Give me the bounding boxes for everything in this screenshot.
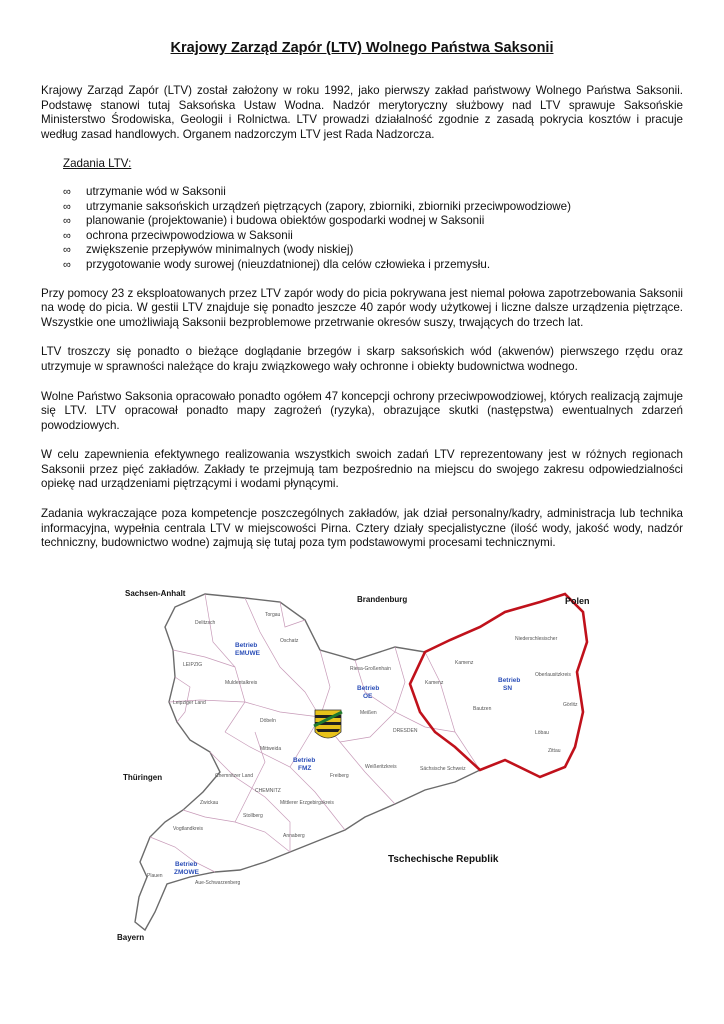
betrieb-label: Betrieb	[293, 757, 316, 764]
district-label: Plauen	[147, 873, 163, 879]
betrieb-label: SN	[503, 685, 513, 692]
district-label: Weißeritzkreis	[365, 764, 397, 770]
district-label: Löbau	[535, 730, 549, 736]
list-item: ∞ zwiększenie przepływów minimalnych (wody niskiej)	[63, 243, 354, 257]
headquarters-paragraph: Zadania wykraczające poza kompetencje poszczególnych zakładów, jak dział personalny/kadry, administracja lub technika informacyjna, wypełnia centrala LTV w miejscowości Pirna. Cztery działy specjalistyczne (ilość wody, jakość wody, nadzór techniczny, budownictwo wodne) zajmują się tutaj poza tym podstawowymi procesami technicznymi.	[41, 507, 683, 550]
betrieb-label: Betrieb	[357, 685, 380, 692]
label-brandenburg: Brandenburg	[357, 595, 408, 604]
betrieb-label: ZMOWE	[174, 869, 199, 876]
district-label: Delitzsch	[195, 620, 216, 626]
label-thueringen: Thüringen	[123, 773, 163, 782]
list-item: ∞ utrzymanie wód w Saksonii	[63, 184, 226, 198]
district-label: Aue-Schwarzenberg	[195, 880, 241, 886]
infinity-bullet-icon: ∞	[63, 258, 71, 271]
district-label: Leipziger Land	[173, 700, 206, 706]
document-body	[41, 84, 683, 566]
district-label: Torgau	[265, 612, 281, 618]
district-label: Sächsische Schweiz	[420, 766, 466, 772]
infinity-bullet-icon: ∞	[63, 200, 71, 213]
district-label: Muldentalkreis	[225, 680, 258, 686]
district-label: Mittlerer Erzgebirgskreis	[280, 800, 334, 806]
betrieb-label: EMUWE	[235, 650, 260, 657]
district-label: Oberlausitzkreis	[535, 672, 571, 678]
infinity-bullet-icon: ∞	[63, 215, 71, 228]
district-label: DRESDEN	[393, 728, 418, 734]
district-label: Mittweida	[260, 746, 282, 752]
district-label: Kamenz	[425, 680, 444, 686]
betrieb-label: OE	[363, 693, 373, 700]
district-label: LEIPZIG	[183, 662, 203, 668]
district-label: Annaberg	[283, 833, 305, 839]
label-polen: Polen	[565, 596, 590, 606]
district-label: Chemnitzer Land	[215, 773, 254, 779]
district-label: Stollberg	[243, 813, 263, 819]
list-item: ∞ planowanie (projektowanie) i budowa obiektów gospodarki wodnej w Saksonii	[63, 214, 485, 228]
intro-paragraph: Krajowy Zarząd Zapór (LTV) został założony w roku 1992, jako pierwszy zakład państwowy Wolnego Państwa Saksonii. Podstawę stanowi tutaj Saksońska Ustaw Wodna. Nadzór merytoryczny służbowy nad LTV sprawuje Saksońskie Ministerstwo Środowiska, Geologii i Rolnictwa. LTV prowadzi działalność zgodnie z zasadą pokrycia kosztów i pracuje według zasad handlowych. Organem nadzorczym LTV jest Rada Nadzorcza.	[41, 84, 683, 141]
banks-paragraph: LTV troszczy się ponadto o bieżące doglądanie brzegów i skarp saksońskich wód (akwenów) pierwszego rzędu oraz utrzymuje w sprawności należące do kraju związkowego wały ochronne i obiekty budownictwa wodnego.	[41, 345, 683, 373]
infinity-bullet-icon: ∞	[63, 244, 71, 257]
district-label: Kamenz	[455, 660, 474, 666]
label-sachsen-anhalt: Sachsen-Anhalt	[125, 589, 186, 598]
district-label: Freiberg	[330, 773, 349, 779]
district-label: Niederschlesischer	[515, 636, 558, 642]
label-bayern: Bayern	[117, 933, 145, 942]
district-label: Zittau	[548, 748, 561, 754]
branches-paragraph: W celu zapewnienia efektywnego realizowania wszystkich swoich zadań LTV reprezentowany jest w różnych regionach Saksonii przez pięć zakładów. Zakłady te przejmują tam bezpośrednio na miejscu do swojego zakresu odpowiedzialności opiekę nad urządzeniami piętrzącymi i wodami płynącymi.	[41, 448, 683, 491]
saxony-coat-of-arms-icon	[314, 710, 342, 738]
district-label: Oschatz	[280, 638, 299, 644]
label-tschechien: Tschechische Republik	[388, 854, 499, 865]
infinity-bullet-icon: ∞	[63, 185, 71, 198]
district-label: Görlitz	[563, 702, 578, 708]
district-label: Zwickau	[200, 800, 219, 806]
district-label: Döbeln	[260, 718, 276, 724]
betrieb-label: Betrieb	[175, 861, 198, 868]
district-label: Riesa-Großenhain	[350, 666, 391, 672]
tasks-list	[41, 185, 683, 273]
district-label: Bautzen	[473, 706, 492, 712]
saxony-map	[95, 572, 630, 952]
dams-paragraph: Przy pomocy 23 z eksploatowanych przez LTV zapór wody do picia pokrywana jest niemal połowa zapotrzebowania Saksonii na wodę do picia. W gestii LTV znajduje się ponadto jeszcze 40 zapór wody użytkowej i liczne dalsze urządzenia piętrzące. Wszystkie one umożliwiają Saksonii bezproblemowe przetrwanie okresów suszy, trwających do trzech lat.	[41, 286, 683, 329]
list-item: ∞ przygotowanie wody surowej (nieuzdatnionej) dla celów człowieka i przemysłu.	[63, 257, 491, 271]
tasks-heading: Zadania LTV:	[63, 157, 132, 171]
flood-concepts-paragraph: Wolne Państwo Saksonia opracowało ponadto ogółem 47 koncepcji ochrony przeciwpowodziowej, których realizacją zajmuje się LTV. LTV opracował ponadto mapy zagrożeń (ryzyka), obrazujące skutki (następstwa) ewentualnych zdarzeń powodziowych.	[41, 389, 683, 432]
betrieb-label: Betrieb	[498, 677, 521, 684]
betrieb-label: Betrieb	[235, 642, 258, 649]
list-item: ∞ utrzymanie saksońskich urządzeń piętrzących (zapory, zbiorniki, zbiorniki przeciwpowodziowe)	[63, 199, 571, 213]
infinity-bullet-icon: ∞	[63, 229, 71, 242]
district-label: CHEMNITZ	[255, 788, 281, 794]
betrieb-label: FMZ	[298, 765, 312, 772]
district-label: Vogtlandkreis	[173, 826, 204, 832]
list-item: ∞ ochrona przeciwpowodziowa w Saksonii	[63, 228, 293, 242]
district-label: Meißen	[360, 710, 377, 716]
page-title: Krajowy Zarząd Zapór (LTV) Wolnego Państwa Saksonii	[170, 40, 554, 56]
